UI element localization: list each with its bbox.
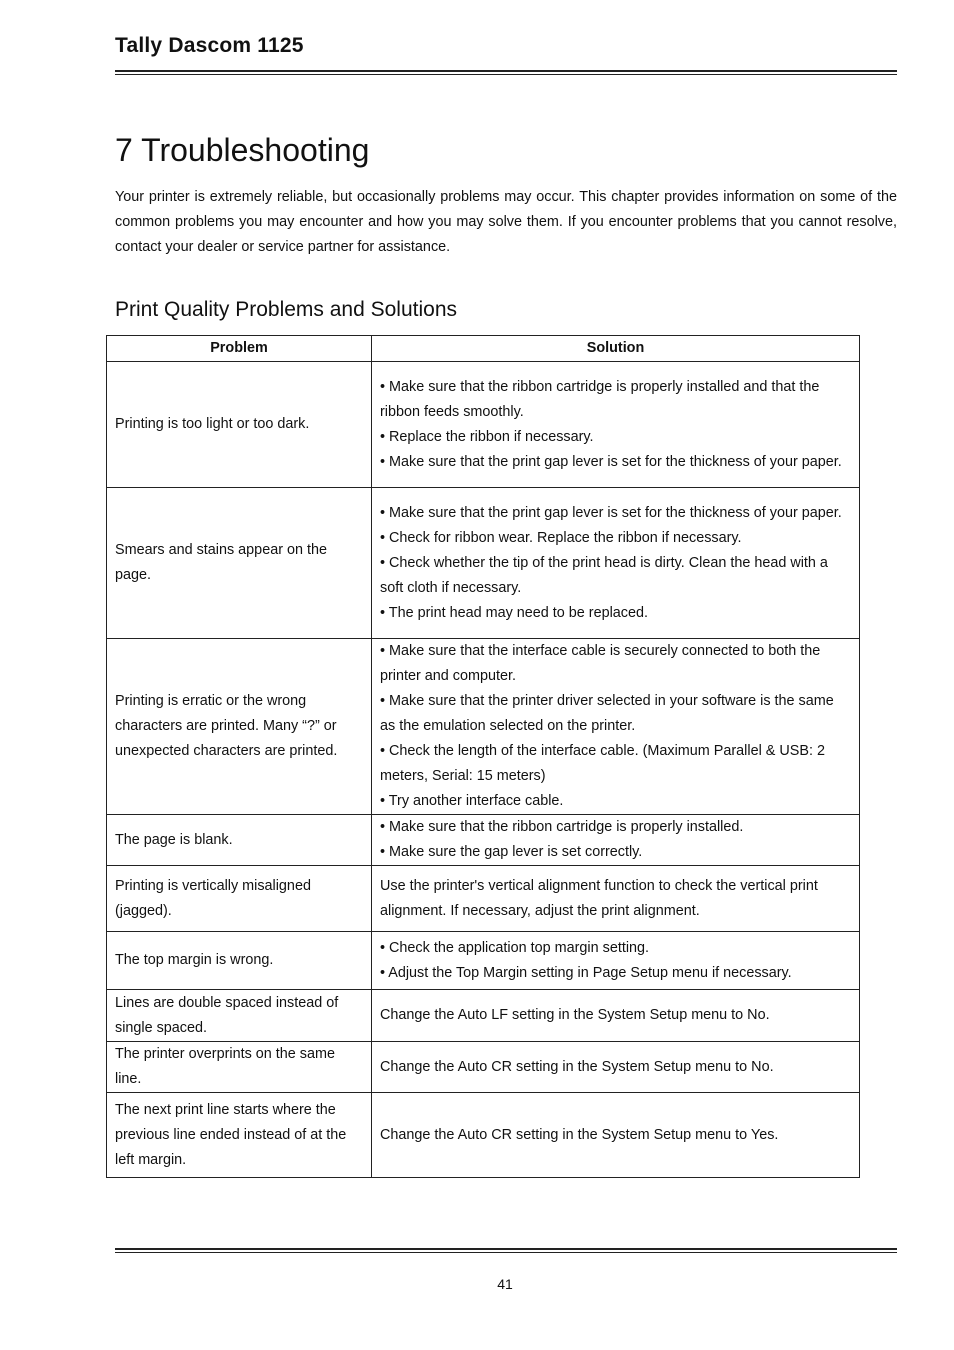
- footer-double-rule: [115, 1248, 897, 1255]
- chapter-title: 7 Troubleshooting: [115, 132, 370, 168]
- problem-cell: Lines are double spaced instead of single spaced.: [107, 990, 372, 1042]
- solution-item: • Make sure that the ribbon cartridge is properly installed and that the ribbon feeds smoothly.: [380, 378, 820, 420]
- solution-cell: [372, 932, 860, 990]
- solution-cell: [372, 815, 860, 866]
- solution-cell: [372, 639, 860, 815]
- document-header-title: Tally Dascom 1125: [115, 34, 304, 57]
- problem-cell: Printing is vertically misaligned (jagged).: [107, 866, 372, 932]
- problem-cell: The top margin is wrong.: [107, 932, 372, 990]
- problem-cell: The next print line starts where the previous line ended instead of at the left margin.: [107, 1093, 372, 1178]
- solution-cell: Change the Auto CR setting in the System Setup menu to No.: [372, 1042, 860, 1093]
- problem-cell: Printing is erratic or the wrong characters are printed. Many “?” or unexpected characters are printed.: [107, 639, 372, 815]
- solution-item: • Adjust the Top Margin setting in Page Setup menu if necessary.: [380, 964, 792, 981]
- solution-item: • Make sure that the ribbon cartridge is properly installed.: [380, 819, 744, 835]
- problem-cell: The page is blank.: [107, 815, 372, 866]
- solution-item: • Make sure that the print gap lever is set for the thickness of your paper.: [380, 504, 842, 521]
- table-row: [107, 990, 860, 1042]
- table-row: [107, 932, 860, 990]
- table-row: [107, 362, 860, 488]
- solution-item: • The print head may need to be replaced.: [380, 604, 648, 621]
- solution-item: • Try another interface cable.: [380, 793, 564, 809]
- solution-item: • Make sure that the print gap lever is set for the thickness of your paper.: [380, 453, 842, 470]
- solution-item: • Make sure the gap lever is set correctly.: [380, 844, 643, 860]
- table-row: [107, 488, 860, 639]
- solution-item: • Check for ribbon wear. Replace the ribbon if necessary.: [380, 529, 742, 546]
- solution-item: • Replace the ribbon if necessary.: [380, 428, 594, 445]
- solution-item: • Check whether the tip of the print head is dirty. Clean the head with a soft cloth if necessary.: [380, 554, 828, 596]
- table-row: [107, 815, 860, 866]
- solution-cell: Change the Auto LF setting in the System Setup menu to No.: [372, 990, 860, 1042]
- solution-cell: [372, 362, 860, 488]
- table-row: [107, 639, 860, 815]
- table-row: [107, 866, 860, 932]
- solution-item: • Check the length of the interface cable. (Maximum Parallel & USB: 2 meters, Serial: 15 meters): [380, 743, 825, 784]
- solution-item: • Make sure that the interface cable is securely connected to both the printer and computer.: [380, 643, 821, 684]
- solution-cell: Change the Auto CR setting in the System Setup menu to Yes.: [372, 1093, 860, 1178]
- header-double-rule: [115, 70, 897, 77]
- problem-cell: The printer overprints on the same line.: [107, 1042, 372, 1093]
- page-number: 41: [497, 1276, 513, 1292]
- solution-cell: [372, 488, 860, 639]
- solution-column-header: Solution: [372, 336, 860, 362]
- chapter-intro-paragraph: Your printer is extremely reliable, but occasionally problems may occur. This chapter provides information on some of the common problems you may encounter and how you may solve them. If you encounter problems that you cannot resolve, contact your dealer or service partner for assistance.: [115, 189, 897, 255]
- solution-item: • Make sure that the printer driver selected in your software is the same as the emulation selected on the printer.: [380, 693, 834, 734]
- print-quality-table: [106, 335, 860, 1178]
- solution-cell: Use the printer's vertical alignment function to check the vertical print alignment. If necessary, adjust the print alignment.: [372, 866, 860, 932]
- problem-column-header: Problem: [107, 336, 372, 362]
- problem-cell: Printing is too light or too dark.: [107, 362, 372, 488]
- solution-item: • Check the application top margin setting.: [380, 939, 650, 956]
- table-header-row: [107, 336, 860, 362]
- table-row: [107, 1042, 860, 1093]
- table-row: [107, 1093, 860, 1178]
- section-title: Print Quality Problems and Solutions: [115, 298, 457, 321]
- problem-cell: Smears and stains appear on the page.: [107, 488, 372, 639]
